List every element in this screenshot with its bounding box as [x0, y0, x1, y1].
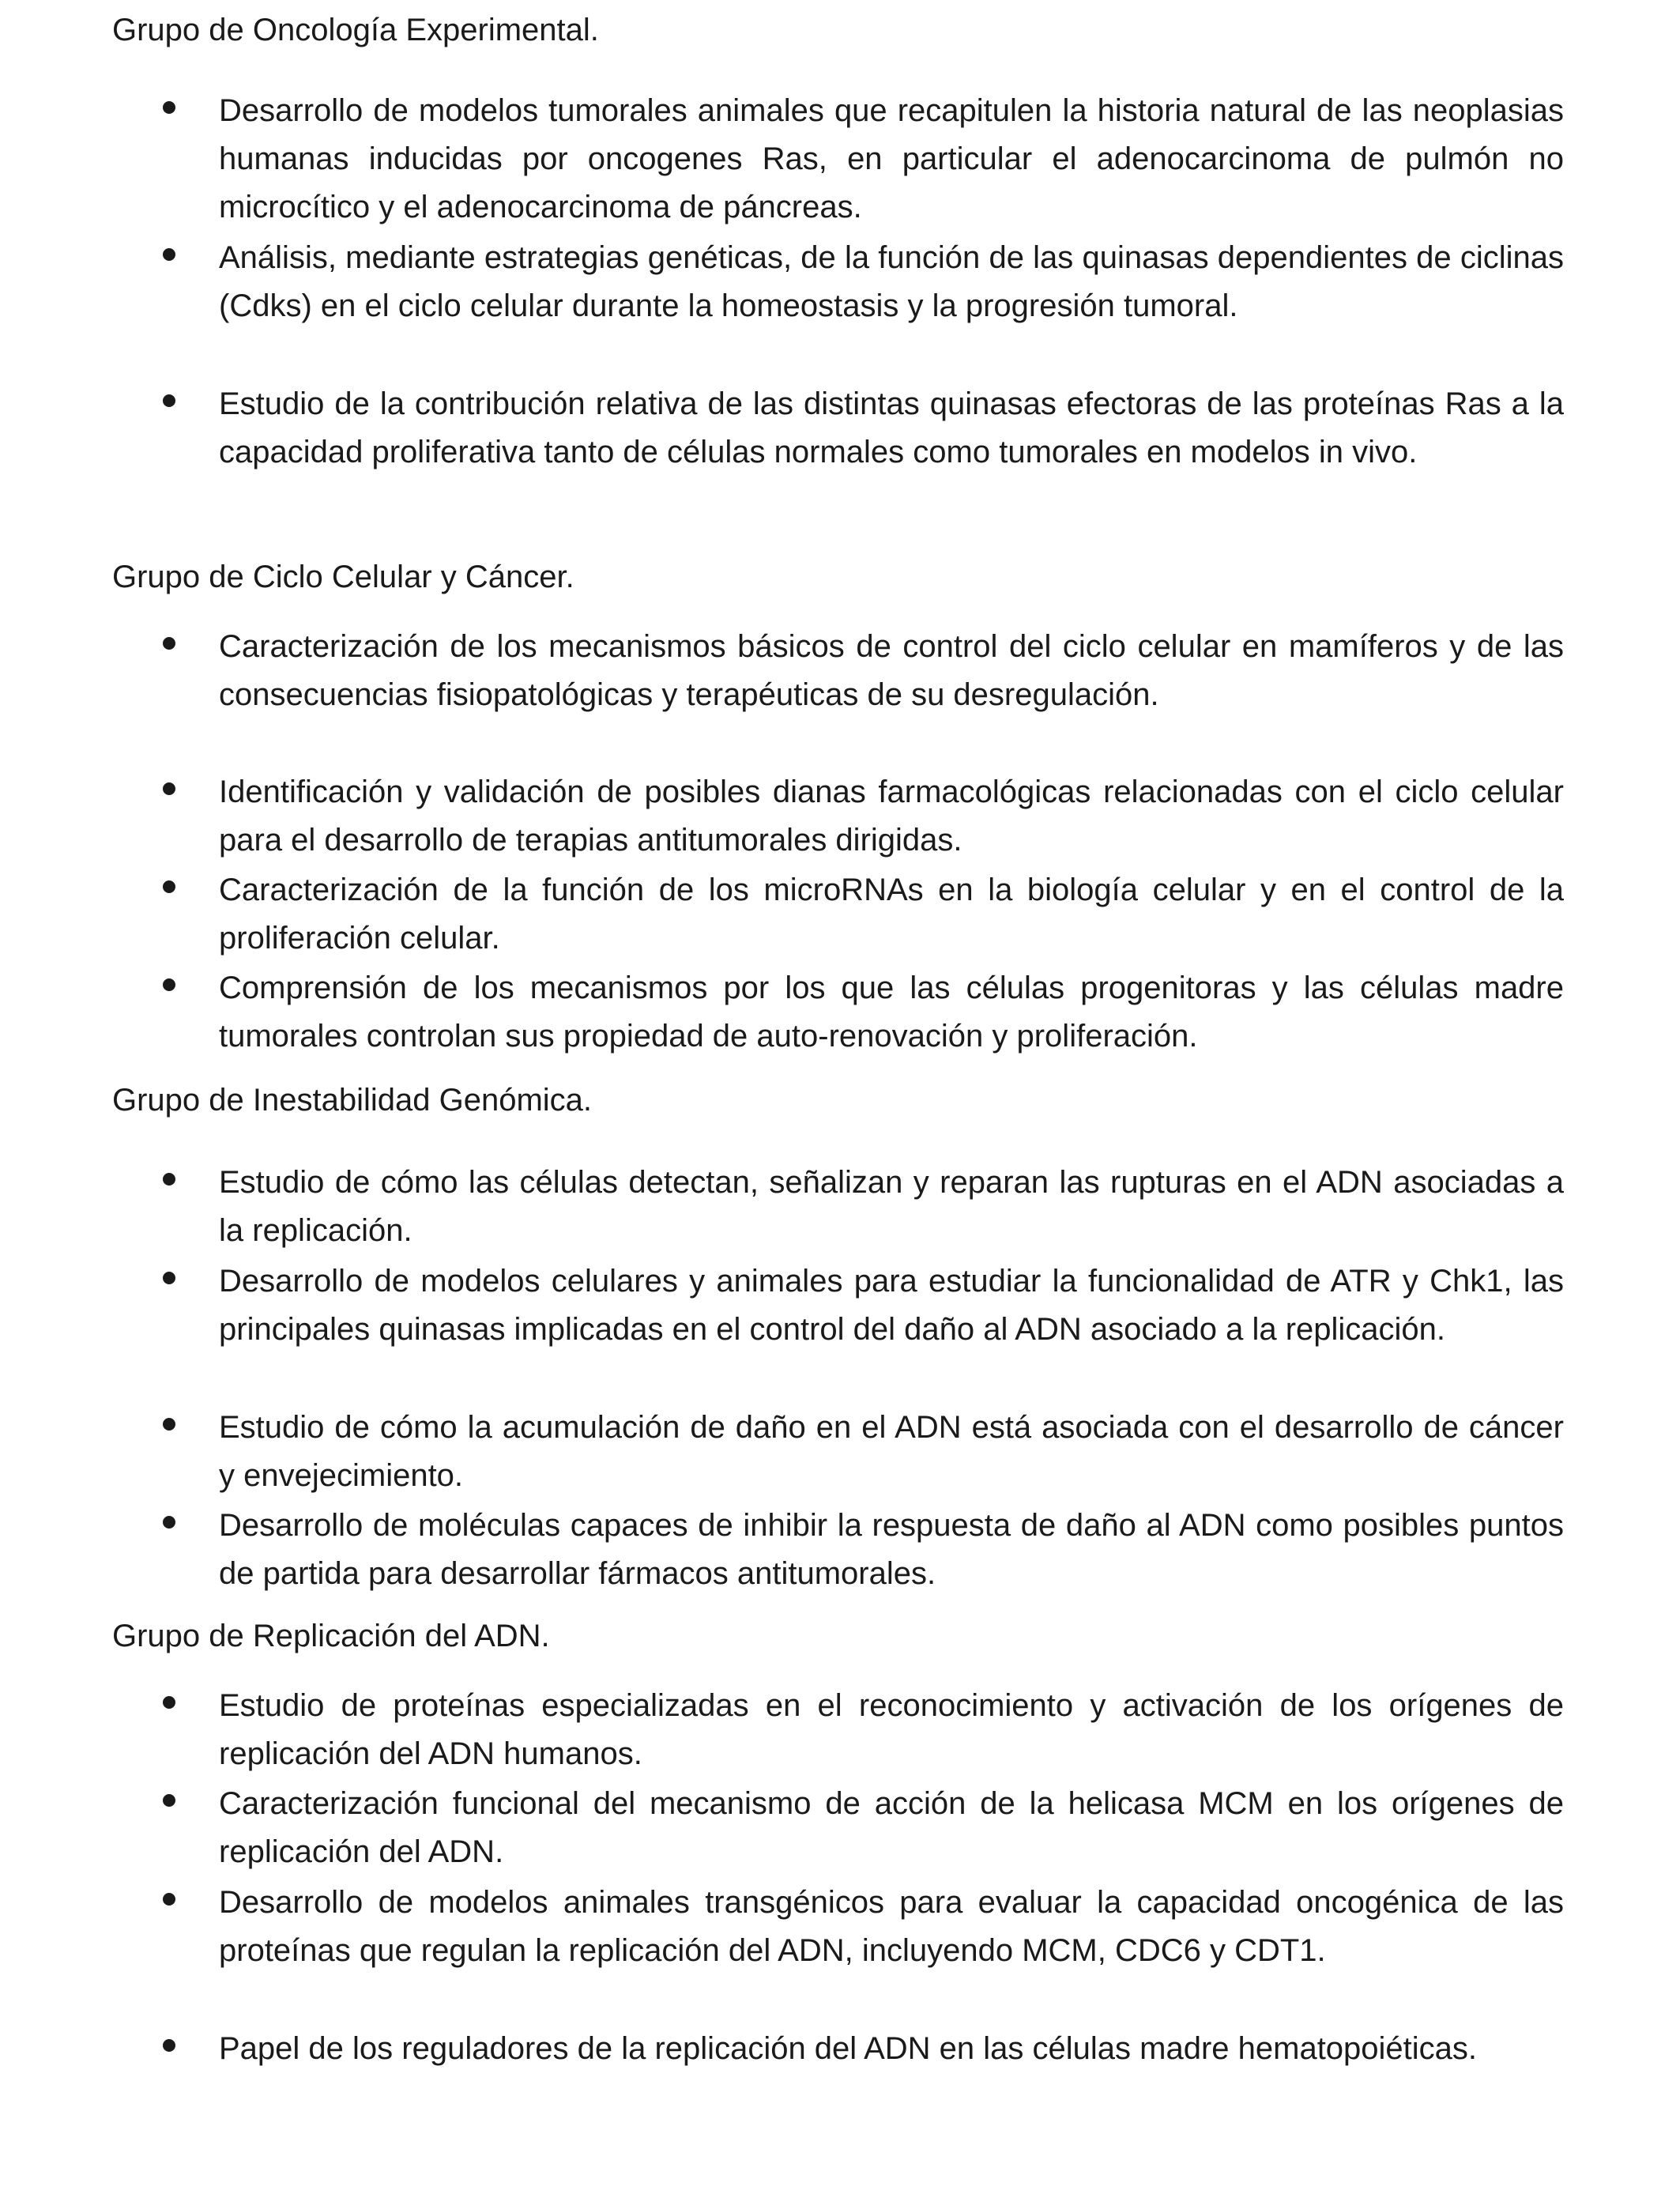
bullet-icon — [163, 248, 175, 261]
list-item-text: Caracterización de los mecanismos básicos de control del ciclo celular en mamíferos y de las consecuencias fisiopatológicas y terapéuticas de su desregulación. — [219, 629, 1564, 712]
bullet-icon — [163, 1893, 175, 1906]
list-item-text: Estudio de cómo la acumulación de daño en el ADN está asociada con el desarrollo de cáncer y envejecimiento. — [219, 1410, 1564, 1493]
bullet-icon — [163, 880, 175, 893]
bullet-icon — [163, 394, 175, 407]
bullet-icon — [163, 1516, 175, 1529]
bullet-icon — [163, 1794, 175, 1807]
list-item-text: Caracterización de la función de los microRNAs en la biología celular y en el control de la proliferación celular. — [219, 873, 1564, 956]
list-item-text: Estudio de cómo las células detectan, señalizan y reparan las rupturas en el ADN asociadas a la replicación. — [219, 1165, 1564, 1248]
section-heading: Grupo de Ciclo Celular y Cáncer. — [112, 560, 574, 594]
list-item-text: Estudio de proteínas especializadas en el reconocimiento y activación de los orígenes de replicación del ADN humanos. — [219, 1688, 1564, 1771]
list-item-text: Estudio de la contribución relativa de las distintas quinasas efectoras de las proteínas Ras a la capacidad proliferativa tanto de células normales como tumorales en modelos in vivo. — [219, 386, 1564, 469]
bullet-icon — [163, 637, 175, 650]
section-heading: Grupo de Oncología Experimental. — [112, 13, 599, 47]
list-item-text: Desarrollo de modelos tumorales animales que recapitulen la historia natural de las neoplasias humanas inducidas por oncogenes Ras, en particular el adenocarcinoma de pulmón no microcítico y el adenocarcinoma de páncreas. — [219, 93, 1564, 224]
bullet-icon — [163, 1272, 175, 1284]
bullet-icon — [163, 1696, 175, 1709]
list-item-text: Desarrollo de moléculas capaces de inhibir la respuesta de daño al ADN como posibles puntos de partida para desarrollar fármacos antitumorales. — [219, 1508, 1564, 1591]
list-item-text: Desarrollo de modelos celulares y animales para estudiar la funcionalidad de ATR y Chk1, las principales quinasas implicadas en el control del daño al ADN asociado a la replicación. — [219, 1264, 1564, 1347]
bullet-icon — [163, 978, 175, 991]
section-heading: Grupo de Replicación del ADN. — [112, 1619, 550, 1653]
list-item-text: Papel de los reguladores de la replicación del ADN en las células madre hematopoiéticas. — [219, 2031, 1478, 2066]
list-item-text: Comprensión de los mecanismos por los que las células progenitoras y las células madre tumorales controlan sus propiedad de auto-renovación y proliferación. — [219, 971, 1564, 1054]
bullet-icon — [163, 101, 175, 114]
list-item-text: Caracterización funcional del mecanismo de acción de la helicasa MCM en los orígenes de replicación del ADN. — [219, 1786, 1564, 1869]
bullet-icon — [163, 1173, 175, 1186]
bullet-icon — [163, 2039, 175, 2052]
section-heading: Grupo de Inestabilidad Genómica. — [112, 1083, 593, 1118]
list-item-text: Análisis, mediante estrategias genéticas, de la función de las quinasas dependientes de ciclinas (Cdks) en el ciclo celular durante la homeostasis y la progresión tumoral. — [219, 240, 1564, 323]
bullet-icon — [163, 1418, 175, 1431]
bullet-icon — [163, 782, 175, 795]
list-item-text: Identificación y validación de posibles dianas farmacológicas relacionadas con el ciclo celular para el desarrollo de terapias antitumorales dirigidas. — [219, 775, 1564, 858]
list-item-text: Desarrollo de modelos animales transgénicos para evaluar la capacidad oncogénica de las proteínas que regulan la replicación del ADN, incluyendo MCM, CDC6 y CDT1. — [219, 1885, 1564, 1968]
